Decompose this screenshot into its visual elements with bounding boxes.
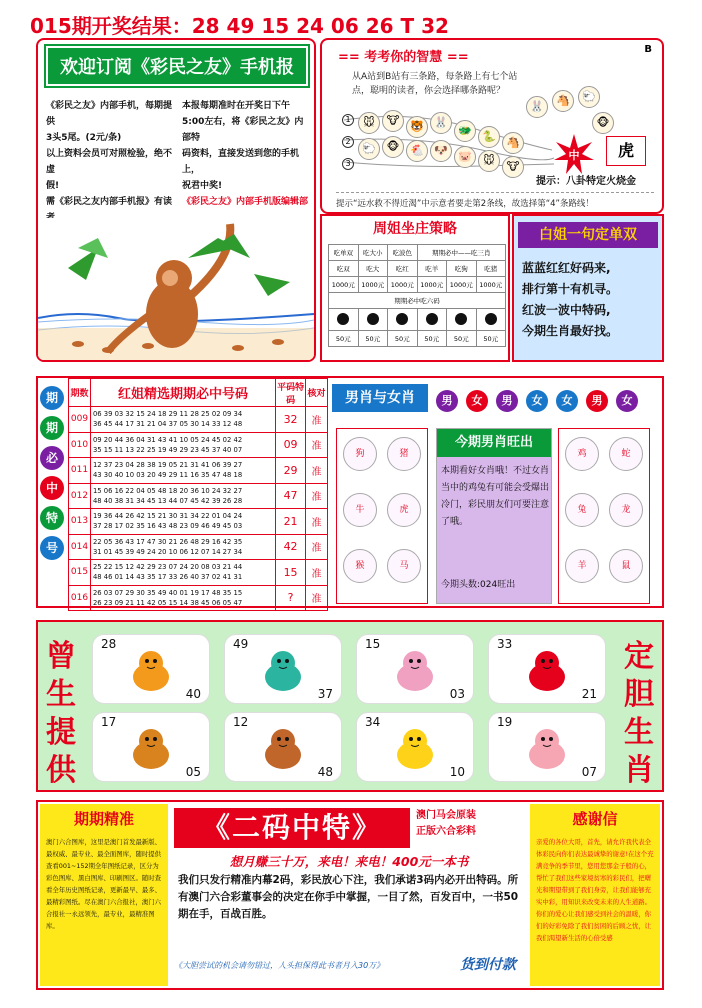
strategy-cell: 1000元 [447,277,477,293]
picks-issue: 012 [69,483,91,509]
zodiac-section [36,620,664,792]
puzzle-animal-icon: 🐍 [478,126,500,148]
poem-line: 排行第十有机寻。 [522,282,619,296]
zodiac-card [92,634,210,704]
strategy-cell: 期期必中吃六码 [329,293,506,309]
picks-special: 21 [276,509,306,535]
picks-row [69,534,328,560]
puzzle-animal-icon: 🐰 [430,112,452,134]
zodiac-card [488,634,606,704]
picks-line: 26 23 09 21 11 42 05 15 14 38 45 06 05 47 [92,598,243,607]
poem-line: 红波一波中特码, [522,303,611,317]
puzzle-footer: 提示“远水救不得近渴”中示意者要走第2条线，故选择第“4”条路线！ [336,192,654,209]
picks-numbers [90,585,275,611]
side-char: 必 [40,446,64,470]
zodiac-left-char: 提 [46,715,76,750]
picks-row [69,560,328,586]
picks-row [69,458,328,484]
macau-label [416,808,524,840]
picks-row [69,407,328,433]
puzzle-animal-icon: 🐴 [502,132,524,154]
picks-line: 09 20 44 36 04 31 43 41 10 05 24 45 02 42 [92,435,243,444]
picks-issue: 013 [69,509,91,535]
dog-icon: 狗 [343,437,377,471]
picks-numbers [90,560,275,586]
picks-issue: 011 [69,458,91,484]
strategy-cell: 吃双 [329,261,359,277]
zodiac-card [224,634,342,704]
poem-line: 今期生肖最好找。 [522,324,619,338]
male-forecast-title: 今期男肖旺出 [437,429,551,457]
puzzle-animal-icon: 🐵 [382,136,404,158]
rat-icon: 鼠 [609,549,643,583]
zodiac-top-number: 17 [101,715,117,729]
zodiac-bottom-number: 21 [581,687,597,701]
puzzle-animal-icon: 🐵 [592,112,614,134]
male-zodiac-box [336,428,428,604]
picks-issue: 016 [69,585,91,611]
puzzle-animal-icon: 🐯 [406,116,428,138]
subscribe-panel [36,38,316,362]
cash-on-delivery: 货到付款 [460,957,516,973]
side-char: 期 [40,416,64,440]
puzzle-animal-icon: 🐭 [358,112,380,134]
picks-issue: 009 [69,407,91,433]
burst-label: 中 [568,149,580,162]
gender-circle: 男 [496,390,518,412]
gender-circle: 男 [586,390,608,412]
dragon-icon: 龙 [609,493,643,527]
puzzle-animal-icon: 🐑 [358,138,380,160]
puzzle-panel [320,38,664,214]
strategy-cell: 吃羊 [417,261,447,277]
strategy-cell: 50元 [476,331,506,347]
rooster-icon: 鸡 [565,437,599,471]
book-slogan: 想月赚三十万，来电！来电！400元一本书 [229,854,469,869]
puzzle-animal-icon: 🐶 [430,140,452,162]
book-body: 我们只发行精准内幕2码，彩民放心下注，我们承诺3码内必开出特码。所有澳门六合彩董事会的决定在你手中掌握，一目了然，百发百中，一书50期在手，百战百胜。 [178,874,519,920]
strategy-cell: 期期必中——吃三肖 [417,245,506,261]
side-label [40,386,66,566]
picks-section [36,376,664,608]
picks-line: 15 06 16 22 04 05 48 18 20 36 10 24 32 27 [92,486,243,495]
puzzle-hint: 提示：八卦特定火烧金 [536,176,636,187]
strategy-dot [329,309,359,331]
page-title: 015期开奖结果：28 49 15 24 06 26 T 32 [30,14,449,38]
snake-icon: 蛇 [609,437,643,471]
picks-check: 准 [306,483,328,509]
zodiac-left-label [42,638,80,790]
puzzle-animal-icon: 🐔 [406,140,428,162]
subscribe-col2 [182,98,310,210]
picks-numbers [90,483,275,509]
ox-icon: 牛 [343,493,377,527]
thanks-panel [530,804,660,986]
picks-special: ? [276,585,306,611]
zodiac-top-number: 33 [497,637,513,651]
picks-header: 红姐精选期期必中号码 [90,379,275,407]
subscribe-line: 5:00左右，将《彩民之友》内部特 [182,117,304,143]
strategy-cell: 50元 [358,331,388,347]
strategy-dot [476,309,506,331]
side-char: 期 [40,386,64,410]
picks-numbers [90,432,275,458]
picks-line: 26 03 07 29 30 35 49 40 01 19 17 48 35 15 [92,588,243,597]
zodiac-bottom-number: 40 [185,687,201,701]
picks-check: 准 [306,432,328,458]
tiger-label: 虎 [606,136,646,166]
sister-title: 白姐一句定单双 [518,222,658,248]
puzzle-animal-icon: 🐰 [526,96,548,118]
male-forecast [436,428,552,604]
strategy-cell: 吃猪 [476,261,506,277]
picks-special: 29 [276,458,306,484]
ox-icon [123,723,179,773]
male-forecast-text: 本期看好女肖哦！不过女肖当中的鸡兔有可能会受爆出冷门，彩民朋友们可要注意了哦。 [441,466,550,527]
puzzle-animal-icon: 🐮 [382,110,404,132]
zodiac-card [224,712,342,782]
strategy-table [328,244,506,347]
zodiac-bottom-number: 03 [449,687,465,701]
picks-line: 25 22 15 12 42 29 23 07 24 20 08 03 21 44 [92,563,243,572]
rabbit-icon: 兔 [565,493,599,527]
strategy-cell: 1000元 [388,277,418,293]
subscribe-editor: 《彩民之友》内部手机版编辑部 [182,197,309,207]
strategy-cell: 1000元 [417,277,447,293]
book-footnote: 《大胆尝试的机会请勿错过，人头担保得此书者月入30万》 [174,961,385,970]
zodiac-bottom-number: 48 [317,765,333,779]
picks-check: 准 [306,560,328,586]
strategy-cell: 吃波色 [388,245,418,261]
zodiac-card [356,634,474,704]
zodiac-left-char: 曾 [46,639,76,674]
gender-panel [330,378,662,606]
subscribe-line: 需《彩民之友内部手机报》有读 [46,197,173,207]
subscribe-line: 祝君中奖! [182,181,223,191]
strategy-cell: 吃单双 [329,245,359,261]
pig-icon: 猪 [387,437,421,471]
picks-numbers [90,458,275,484]
accuracy-text: 澳门六合图库，这里是澳门首发最新版、最权威、最专业、最全面图库，随时提供查看001~152期全年图纸记录，区分为彩色图库、黑白图库、印刷图区。随时查看全年历史图纸记录，更新最早、最多、最精彩图纸。尽在澳门六合报社，澳门六合报社一永远领先，最专业，最精准图库。 [46,838,162,930]
zodiac-right-char: 肖 [624,753,654,788]
subscribe-line: 以上资料会员可对照检验，绝不虚 [46,149,173,175]
strategy-dot [417,309,447,331]
side-char: 特 [40,506,64,530]
monkey-icon: 猴 [343,549,377,583]
zodiac-card [488,712,606,782]
route-marker-1: 1 [342,114,354,126]
subscribe-line: 假! [46,181,60,191]
strategy-panel [320,214,510,362]
book-banner: 《二码中特》 [174,808,410,848]
pig-icon [519,723,575,773]
zodiac-card [92,712,210,782]
picks-line: 43 30 40 10 03 20 49 29 11 16 35 47 48 18 [92,471,243,480]
puzzle-animal-icon: 🐭 [478,150,500,172]
gender-circle: 女 [526,390,548,412]
picks-special: 32 [276,407,306,433]
subscribe-line: 《彩民之友》内部手机，每期提供 [46,101,173,127]
accuracy-panel [40,804,168,986]
male-forecast-head: 今期头数:024旺出 [441,580,516,590]
side-char: 号 [40,536,64,560]
gender-circle: 男 [436,390,458,412]
subscribe-line: 本报每期准时在开奖日下午 [182,101,291,111]
puzzle-question: 从A站到B站有三条路，每条路上有七个站点，聪明的读者，你会选择哪条路呢？ [352,72,518,96]
strategy-cell: 吃红 [388,261,418,277]
picks-row [69,483,328,509]
picks-special: 42 [276,534,306,560]
subscribe-line: 3头5尾。(2元/条) [46,133,122,143]
tiger-icon [123,645,179,695]
gender-circle: 女 [466,390,488,412]
strategy-cell: 50元 [447,331,477,347]
side-char: 中 [40,476,64,500]
picks-line: 35 15 11 13 22 25 19 49 29 23 45 37 40 07 [92,445,243,454]
picks-line: 12 37 23 04 28 38 19 05 21 31 41 06 39 27 [92,461,243,470]
zodiac-left-char: 供 [46,753,76,788]
picks-line: 48 40 38 31 34 45 13 44 07 45 42 39 26 28 [92,496,243,505]
monkey-illustration [38,218,314,362]
strategy-dot [447,309,477,331]
picks-check: 准 [306,585,328,611]
strategy-cell: 1000元 [329,277,359,293]
puzzle-animal-icon: 🐷 [454,146,476,168]
rabbit-icon [387,645,443,695]
sister-panel [512,214,664,362]
rooster-icon [519,645,575,695]
macau-line: 澳门马会原装 [416,810,476,821]
picks-issue: 014 [69,534,91,560]
picks-numbers [90,534,275,560]
zodiac-bottom-number: 37 [317,687,333,701]
picks-row [69,509,328,535]
zodiac-bottom-number: 10 [449,765,465,779]
picks-numbers [90,509,275,535]
zodiac-right-char: 定 [624,639,654,674]
strategy-dot [358,309,388,331]
puzzle-animal-icon: 🐮 [502,156,524,178]
strategy-dot [388,309,418,331]
zodiac-card [356,712,474,782]
puzzle-title: == 考考你的智慧 == [338,50,469,65]
female-zodiac-box [558,428,650,604]
picks-line: 06 39 03 32 15 24 18 29 11 28 25 02 09 34 [92,410,243,419]
gender-circle: 女 [616,390,638,412]
picks-header: 核对 [306,379,328,407]
puzzle-animal-icon: 🐴 [552,90,574,112]
picks-row [69,432,328,458]
picks-special: 47 [276,483,306,509]
puzzle-animal-icon: 🐑 [578,86,600,108]
picks-line: 19 36 44 26 42 15 21 30 31 34 22 01 04 24 [92,512,243,521]
goat-icon: 羊 [565,549,599,583]
puzzle-badge: B [644,44,652,55]
strategy-cell: 1000元 [358,277,388,293]
strategy-cell: 50元 [388,331,418,347]
zodiac-top-number: 28 [101,637,117,651]
picks-header: 期数 [69,379,91,407]
strategy-cell: 1000元 [476,277,506,293]
zodiac-left-char: 生 [46,677,76,712]
picks-table [68,378,328,611]
picks-check: 准 [306,407,328,433]
zodiac-bottom-number: 07 [581,765,597,779]
accuracy-title: 期期精准 [73,810,134,828]
picks-header: 平码特码 [276,379,306,407]
macau-line: 正版六合彩料 [416,826,476,837]
picks-issue: 015 [69,560,91,586]
thanks-title: 感谢信 [572,810,618,828]
gender-title: 男肖与女肖 [332,384,428,412]
zodiac-right-char: 生 [624,715,654,750]
strategy-title: 周姐坐庄策略 [373,221,457,237]
picks-special: 09 [276,432,306,458]
zodiac-right-label [620,638,658,790]
picks-check: 准 [306,534,328,560]
strategy-cell: 50元 [329,331,359,347]
picks-line: 37 28 17 02 35 16 43 48 23 09 46 49 45 03 [92,522,243,531]
strategy-cell: 吃狗 [447,261,477,277]
promo-section [36,800,664,990]
picks-issue: 010 [69,432,91,458]
picks-line: 48 46 01 14 43 35 17 33 26 40 37 02 41 31 [92,573,243,582]
sister-poem [522,258,662,342]
tiger-icon: 虎 [387,493,421,527]
picks-check: 准 [306,458,328,484]
picks-line: 36 45 44 17 31 21 04 37 05 30 14 33 12 48 [92,420,243,429]
picks-row [69,585,328,611]
picks-line: 31 01 45 39 49 24 20 10 06 12 07 14 27 34 [92,547,243,556]
thanks-text: 亲爱的各位大哥，首先，请允许我代表全体彩民向你们表达最诚挚的谢意!在这个充满竞争的季节里，您用您那金子般的心，帮忙了我们这些家境贫寒的彩民们，把曙光和期望带到了我们身旁，让我们能够充实中彩，用知识来改变未来的人生道路。你们的爱心让我们感受到社会的温暖，你们的好彩免除了我们贫困的后顾之忧，让我们渴望新生活的心倍受感 [536,838,654,942]
chick-icon [387,723,443,773]
zodiac-top-number: 34 [365,715,381,729]
zodiac-right-char: 胆 [624,677,654,712]
gender-circle: 女 [556,390,578,412]
horse-icon: 马 [387,549,421,583]
zodiac-top-number: 15 [365,637,381,651]
subscribe-line: 码资料，直接发送到您的手机上， [182,149,300,175]
picks-numbers [90,407,275,433]
burst-icon [554,134,594,174]
zodiac-top-number: 12 [233,715,249,729]
puzzle-animal-icon: 🐲 [454,120,476,142]
horse-icon [255,723,311,773]
zodiac-bottom-number: 05 [185,765,201,779]
picks-check: 准 [306,509,328,535]
strategy-cell: 吃大 [358,261,388,277]
zodiac-top-number: 49 [233,637,249,651]
strategy-cell: 50元 [417,331,447,347]
strategy-cell: 吃大小 [358,245,388,261]
route-marker-2: 2 [342,136,354,148]
picks-special: 15 [276,560,306,586]
poem-line: 蓝蓝红红好码来, [522,261,611,275]
picks-line: 22 05 36 43 17 47 30 21 26 48 29 16 42 35 [92,537,243,546]
book-ad [170,804,528,986]
route-marker-3: 3 [342,158,354,170]
subscribe-heading: 欢迎订阅《彩民之友》手机报 [46,46,308,86]
snake-icon [255,645,311,695]
zodiac-top-number: 19 [497,715,513,729]
